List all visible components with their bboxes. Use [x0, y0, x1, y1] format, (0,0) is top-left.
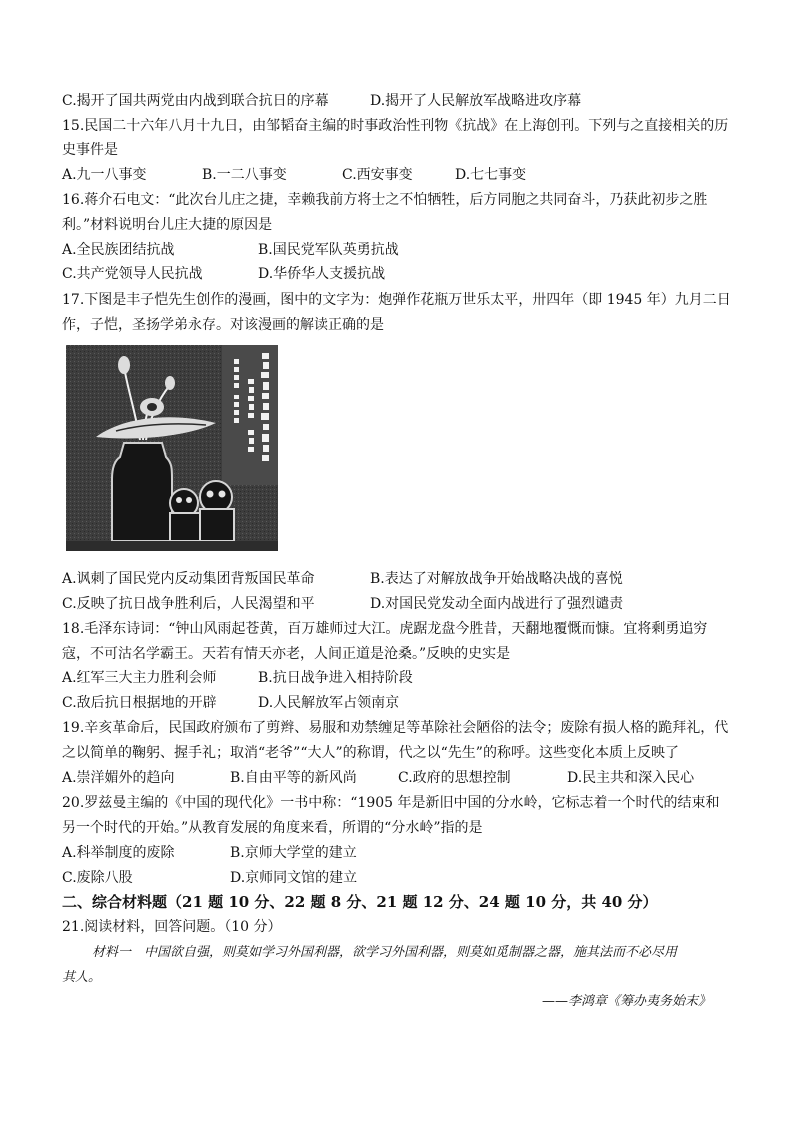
q18-option-b: B.抗日战争进入相持阶段	[258, 670, 413, 686]
q16-option-c: C.共产党领导人民抗战	[62, 266, 203, 282]
q15-stem-line1: 15.民国二十六年八月十九日，由邹韬奋主编的时事政治性刊物《抗战》在上海创刊。下列与之直接相关的历	[62, 118, 729, 134]
q16-option-d: D.华侨华人支援抗战	[258, 266, 386, 282]
q18-option-d: D.人民解放军占领南京	[258, 695, 400, 711]
feng-zikai-cartoon-image	[66, 345, 278, 551]
q16-option-b: B.国民党军队英勇抗战	[258, 242, 399, 258]
small-shells	[170, 481, 234, 541]
q20-option-b: B.京师大学堂的建立	[230, 845, 357, 861]
q19-stem-line1: 19.辛亥革命后，民国政府颁布了剪辫、易服和劝禁缠足等革除社会陋俗的法令；废除有损人格的跪拜礼，代	[62, 720, 729, 736]
q17-stem-line1: 17.下图是丰子恺先生创作的漫画，图中的文字为：炮弹作花瓶万世乐太平，卅四年（即 1945 年）九月二日	[62, 292, 731, 308]
q17-option-a: A.讽刺了国民党内反动集团背叛国民革命	[62, 571, 315, 587]
q15-option-a: A.九一八事变	[62, 167, 147, 183]
q19-option-d: D.民主共和深入民心	[567, 770, 695, 786]
q20-stem-line1: 20.罗兹曼主编的《中国的现代化》一书中称：“1905 年是新旧中国的分水岭，它标志着一个时代的结束和	[62, 795, 720, 811]
q19-option-c: C.政府的思想控制	[398, 770, 511, 786]
q17-option-c: C.反映了抗日战争胜利后，人民渴望和平	[62, 596, 315, 612]
q21-material-line2: 其人。	[62, 970, 102, 985]
section-two-heading: 二、综合材料题（21 题 10 分、22 题 8 分、21 题 12 分、24 题 10 分，共 40 分）	[62, 893, 658, 911]
q18-option-c: C.敌后抗日根据地的开辟	[62, 695, 217, 711]
q18-option-a: A.红军三大主力胜利会师	[62, 670, 217, 686]
q15-stem-line2: 史事件是	[62, 142, 118, 158]
q19-option-a: A.崇洋媚外的趋向	[62, 770, 175, 786]
q14-option-d: D.揭开了人民解放军战略进攻序幕	[370, 93, 582, 109]
q15-option-d: D.七七事变	[455, 167, 527, 183]
q17-option-b: B.表达了对解放战争开始战略决战的喜悦	[370, 571, 623, 587]
q19-stem-line2: 之以简单的鞠躬、握手礼；取消“老爷”“大人”的称谓，代之以“先生”的称呼。这些变化本质上反映了	[62, 745, 679, 761]
cartoon-drawing	[66, 345, 278, 551]
q14-option-c: C.揭开了国共两党由内战到联合抗日的序幕	[62, 93, 329, 109]
q21-stem: 21.阅读材料，回答问题。（10 分）	[62, 919, 282, 935]
q20-option-c: C.废除八股	[62, 870, 133, 886]
q16-stem-line1: 16.蒋介石电文：“此次台儿庄之捷，幸赖我前方将士之不怕牺牲，后方同胞之共同奋斗，乃获此初步之胜	[62, 192, 708, 208]
q18-stem-line1: 18.毛泽东诗词：“钟山风雨起苍黄，百万雄师过大江。虎踞龙盘今胜昔，天翻地覆慨而慷。宜将剩勇追穷	[62, 621, 708, 637]
q16-stem-line2: 利。”材料说明台儿庄大捷的原因是	[62, 217, 273, 233]
q20-option-d: D.京师同文馆的建立	[230, 870, 358, 886]
q21-source: ——李鸿章《筹办夷务始末》	[542, 994, 712, 1009]
q21-material-line1: 材料一 中国欲自强，则莫如学习外国利器，欲学习外国利器，则莫如觅制器之器，施其法而不必尽用	[92, 945, 678, 960]
q17-stem-line2: 作，子恺，圣扬学弟永存。对该漫画的解读正确的是	[62, 317, 384, 333]
q19-option-b: B.自由平等的新风尚	[230, 770, 357, 786]
q18-stem-line2: 寇，不可沽名学霸王。天若有情天亦老，人间正道是沧桑。”反映的史实是	[62, 646, 511, 662]
q20-stem-line2: 另一个时代的开始。”从教育发展的角度来看，所谓的“分水岭”指的是	[62, 820, 483, 836]
q16-option-a: A.全民族团结抗战	[62, 242, 175, 258]
shell-vase-shape	[112, 443, 172, 541]
q15-option-b: B.一二八事变	[202, 167, 287, 183]
q20-option-a: A.科举制度的废除	[62, 845, 175, 861]
q15-option-c: C.西安事变	[342, 167, 413, 183]
q17-option-d: D.对国民党发动全面内战进行了强烈谴责	[370, 596, 624, 612]
